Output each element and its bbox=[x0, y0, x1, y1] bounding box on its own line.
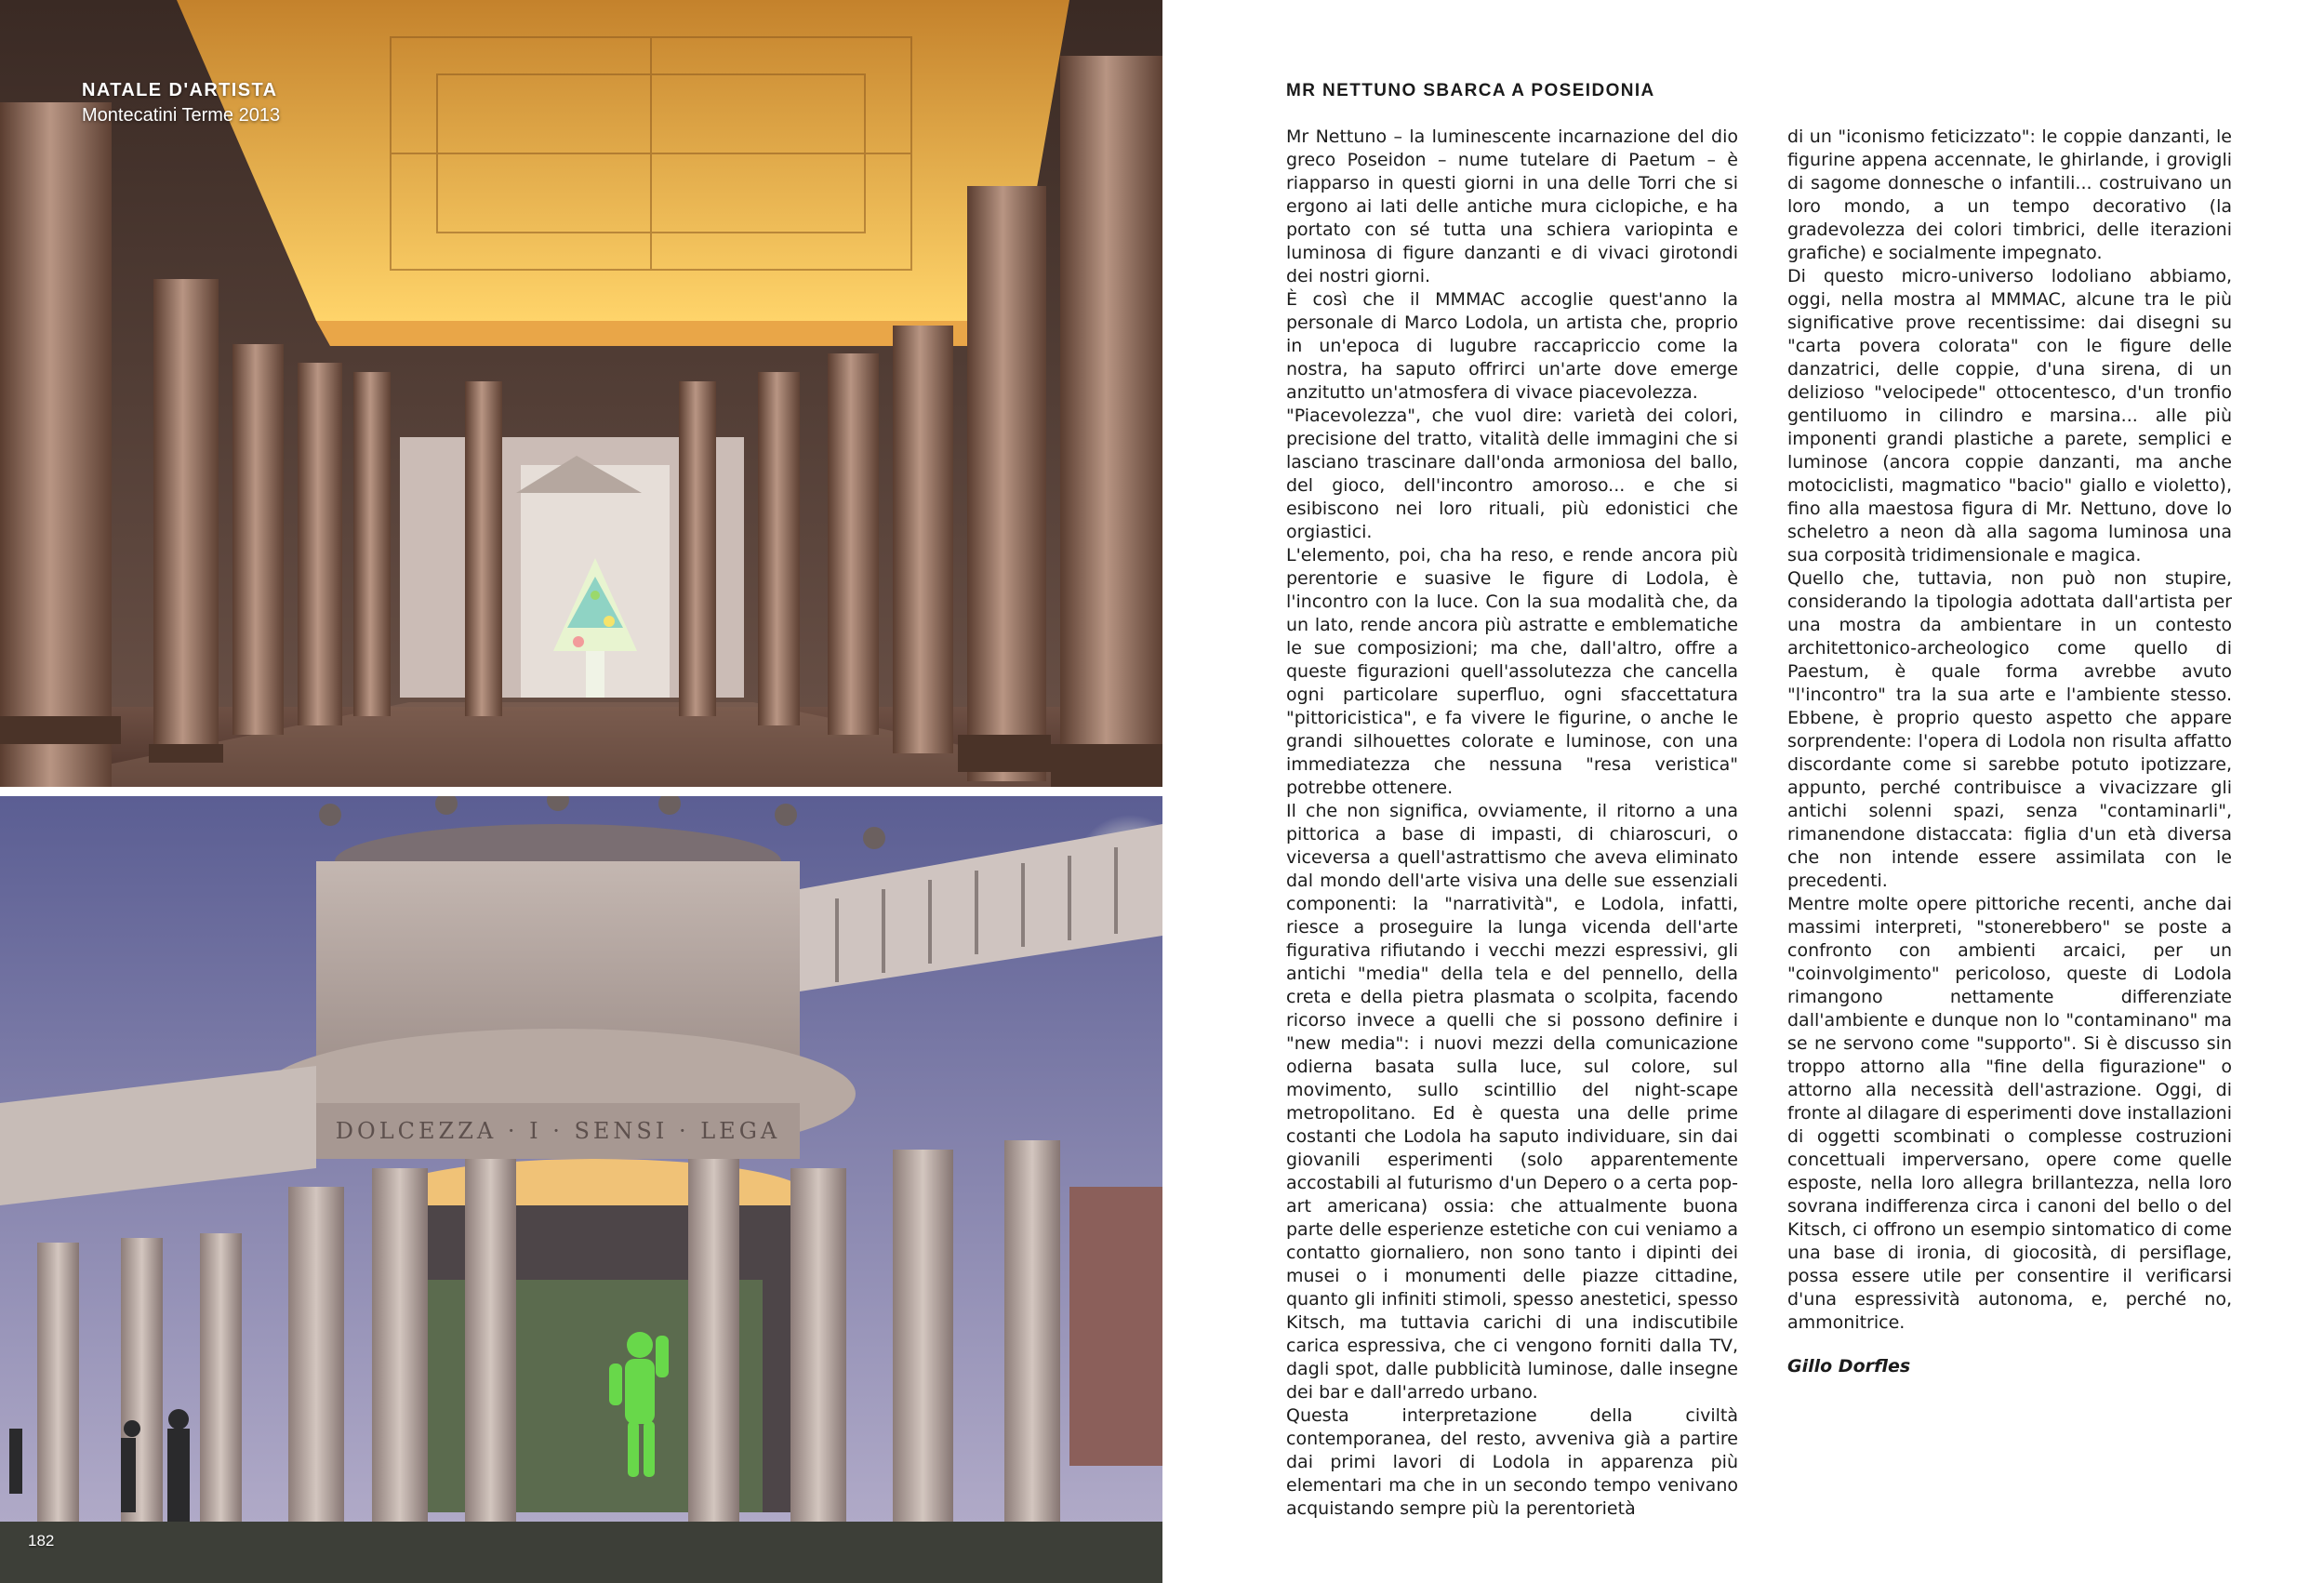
paragraph: "Piacevolezza", che vuol dire: varietà dei colori, precisione del tratto, vitalità delle immagini che si lasciano trascinare dall'onda armoniosa del ballo, del gioco, dell'incontro amoroso... e che si esibiscono nei loro rituali, più edonistici che orgiastici. bbox=[1286, 406, 1738, 542]
paragraph: Mentre molte opere pittoriche recenti, anche dai massimi interpreti, "stonerebbero" se poste a confronto con ambienti arcaici, per un "coinvolgimento" pericoloso, queste di Lodola rimangono nettamente differenziate dall'ambiente e dunque non lo "contaminano" ma se ne servono come "supporto". Si è discusso sin troppo attorno alla "fine della figurazione" o attorno alla necessità dell'astrazione. Oggi, di fronte al dilagare di esperimenti dove installazioni di oggetti scombinati o complesse costruzioni concettuali imperversano, opere come quelle esposte, nella loro allegra brillantezza, nella loro sovrana indifferenza circa i canoni del bello o del Kitsch, ci offrono un esempio sintomatico di come una base di ironia, di giocosità, di persiflage, possa essere utile per consentire il verificarsi d'una espressività autonoma, e, perché no, ammonitrice. bbox=[1787, 894, 2232, 1333]
section-title: NATALE D'ARTISTA bbox=[82, 80, 278, 100]
article-column-right bbox=[1787, 126, 2232, 1378]
paragraph: Il che non significa, ovviamente, il ritorno a una pittorica a base di impasti, di chiaroscuri, o viceversa a quell'astrattismo che aveva eliminato dal mondo dell'arte visiva una delle sue essenziali componenti: la "narratività", e Lodola, infatti, riesce a proseguire la lunga vicenda dell'arte figurativa rifiutando i vecchi mezzi espressivi, gli antichi "media" della tela e del pennello, della creta e della pietra plasmata o scolpita, facendo ricorso invece a quelli che si possono definire i "new media": i nuovi mezzi della comunicazione odierna basata sulla luce, sul colore, sul movimento, sullo scintillio del night-scape metropolitano. Ed è questa una delle prime costanti che Lodola ha saputo individuare, sin dai giovanili esperimenti (solo apparentemente accostabili al futurismo d'un Depero o a certa pop-art americana) ossia: che attualmente buona parte delle esperienze estetiche con cui veniamo a contatto giornaliero, non sono tanto i dipinti dei musei o i monumenti delle piazze cittadine, quanto gli infiniti stimoli, spesso anestetici, spesso Kitsch, ma tuttavia carichi di una indiscutibile carica espressiva, che ci vengono forniti dalla TV, dagli spot, dalle pubblicità luminose, dalle insegne dei bar e dall'arredo urbano. bbox=[1286, 801, 1738, 1403]
paragraph: Questa interpretazione della civiltà contemporanea, del resto, avveniva già a partire dai primi lavori di Lodola in apparenza più elementari ma che in un secondo tempo venivano acquistando sempre più la perentorietà bbox=[1286, 1405, 1738, 1519]
paragraph: Quello che, tuttavia, non può non stupire, considerando la tipologia adottata dall'artista per una mostra da ambientare in un contesto architettonico-archeologico come quello di Paestum, è quale forma avrebbe avuto "l'incontro" tra la sua arte e l'ambiente stesso. Ebbene, è proprio questo aspetto che appare sorprendente: l'opera di Lodola non risulta affatto discordante come si sarebbe potuto ipotizzare, appunto, perché contribuisce a vivacizzare gli antichi solenni spazi, senza "contaminarli", rimanendone distaccata: figlia d'un età diversa che non intende essere assimilata con le precedenti. bbox=[1787, 568, 2232, 891]
article-title: MR NETTUNO SBARCA A POSEIDONIA bbox=[1286, 81, 1655, 100]
paragraph: Di questo micro-universo lodoliano abbiamo, oggi, nella mostra al MMMAC, alcune tra le più significative prove recentissime: dai disegni su "carta povera colorata" con le figure delle danzatrici, delle coppie, d'una sirena, di un delizioso "velocipede" ottocentesco, d'un tronfio gentiluomo in cilindro e marsina... alle più imponenti grandi plastiche a parete, semplici e luminose (ancora coppie danzanti, ma anche motociclisti, magmatico "bacio" giallo e violetto), fino alla maestosa figura di Mr. Nettuno, dove lo scheletro a neon dà alla sagoma luminosa una sua corposità tridimensionale e magica. bbox=[1787, 266, 2232, 565]
paragraph: di un "iconismo feticizzato": le coppie danzanti, le figurine appena accennate, le ghirlande, i grovigli di sagome donnesche o infantili... costruivano un loro mondo, a un tempo decorativo (la gradevolezza dei colori timbrici, delle iterazioni grafiche) e socialmente impegnato. bbox=[1787, 126, 2232, 263]
section-header bbox=[82, 80, 280, 126]
page-number: 182 bbox=[28, 1532, 55, 1550]
photo-rotunda-dusk bbox=[0, 796, 1162, 1583]
article-author: Gillo Dorfles bbox=[1787, 1356, 1911, 1377]
article-column-left bbox=[1286, 126, 1738, 1521]
section-subtitle: Montecatini Terme 2013 bbox=[82, 105, 281, 126]
paragraph: L'elemento, poi, cha ha reso, e rende ancora più perentorie e suasive le figure di Lodola, è l'incontro con la luce. Con la sua modalità che, da un lato, rende ancora più astratte e emblematiche le sue composizioni; ma che, dall'altro, offre a queste figurazioni quell'assolutezza che cancella ogni particolare superfluo, ogni sfaccettatura "pittoricistica", e fa vivere le figurine, o anche le grandi silhouettes colorate e luminose, con una immediatezza che nessuna "resa veristica" potrebbe ottenere. bbox=[1286, 545, 1738, 798]
paragraph: Mr Nettuno – la luminescente incarnazione del dio greco Poseidon – nume tutelare di Paetum – è riapparso in questi giorni in una delle Torri che si ergono ai lati delle antiche mura ciclopiche, e ha portato con sé tutta una schiera variopinta e luminosa di figure danzanti e di vivaci girotondi dei nostri giorni. bbox=[1286, 126, 1738, 286]
paragraph: È così che il MMMAC accoglie quest'anno la personale di Marco Lodola, un artista che, proprio in un'epoca di lugubre raccapriccio come la nostra, ha saputo offrirci un'arte dove emerge anzitutto un'atmosfera di vivace piacevolezza. bbox=[1286, 289, 1738, 403]
inscription-text: DOLCEZZA · I · SENSI · LEGA bbox=[335, 1118, 781, 1144]
